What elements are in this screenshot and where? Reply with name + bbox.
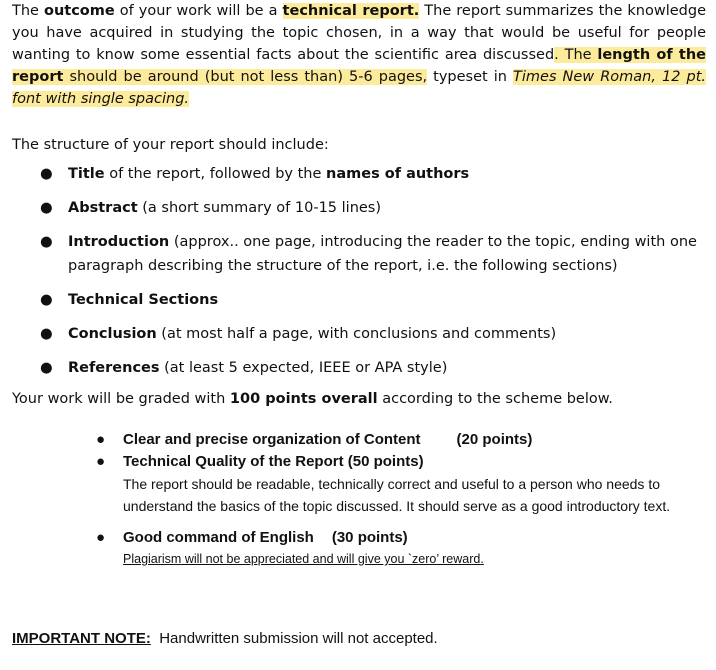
scheme-item-technical xyxy=(12,451,706,517)
scheme-item-content xyxy=(12,429,706,451)
bullet-icon: ● xyxy=(96,529,106,546)
font-spec-highlight: Times New Roman, 12 pt. font with single spacing. xyxy=(12,69,706,107)
bullet-icon: ● xyxy=(40,200,53,216)
assignment-document xyxy=(12,0,706,569)
total-points: 100 points overall xyxy=(229,391,378,407)
important-note xyxy=(12,628,438,650)
list-item: ● Title of the report, followed by the names of authors xyxy=(12,162,706,186)
note-label: IMPORTANT NOTE: xyxy=(12,630,151,647)
scheme-points: (20 points) xyxy=(456,431,533,448)
scheme-label: Technical Quality of the Report (50 points) xyxy=(123,453,424,470)
scheme-label: Clear and precise organization of Content xyxy=(123,431,421,448)
list-item: ● Abstract (a short summary of 10-15 lines) xyxy=(12,196,706,220)
bullet-icon: ● xyxy=(96,453,106,470)
technical-report-highlight: technical report. xyxy=(282,3,420,19)
list-item: ● Introduction (approx.. one page, introducing the reader to the topic, ending with one paragraph describing the structure of the report, i.e. the following sections) xyxy=(12,230,706,278)
structure-heading: The structure of your report should include: xyxy=(12,137,329,153)
intro-text-1: The xyxy=(12,3,44,19)
bullet-icon: ● xyxy=(96,431,106,448)
bullet-icon: ● xyxy=(40,166,53,182)
technical-description: The report should be readable, technically correct and useful to a person who needs to understand the basics of the topic discussed. It should serve as a good introductory text. xyxy=(123,476,671,514)
note-text: Handwritten submission will not accepted. xyxy=(159,630,438,647)
intro-text-6: typeset in xyxy=(427,69,514,85)
intro-text-4: . The xyxy=(554,47,598,63)
scheme-label: Good command of English xyxy=(123,529,314,546)
bullet-icon: ● xyxy=(40,326,53,342)
grading-paragraph: Your work will be graded with 100 points overall according to the scheme below. xyxy=(12,391,613,407)
length-text: should be around (but not less than) 5-6 pages, xyxy=(63,69,428,85)
scheme-points: (30 points) xyxy=(331,529,408,546)
bullet-icon: ● xyxy=(40,292,53,308)
outcome-term: outcome xyxy=(44,3,115,19)
length-highlight: length of the report xyxy=(12,47,707,85)
bullet-icon: ● xyxy=(40,234,53,250)
bullet-icon: ● xyxy=(40,360,53,376)
intro-text-3: The report summarizes the knowledge you have acquired in studying the topic chosen, in a way that would be useful for people wanting to know some essential facts about the scientific area discussed xyxy=(12,3,707,63)
grading-scheme-list xyxy=(12,429,706,569)
list-item: ● References (at least 5 expected, IEEE or APA style) xyxy=(12,356,706,380)
intro-paragraph xyxy=(12,0,706,110)
scheme-item-english xyxy=(12,527,706,569)
list-item: ● Conclusion (at most half a page, with conclusions and comments) xyxy=(12,322,706,346)
list-item: ● Technical Sections xyxy=(12,288,706,312)
structure-list xyxy=(12,162,706,380)
intro-text-2: of your work will be a xyxy=(114,3,283,19)
plagiarism-warning: Plagiarism will not be appreciated and will give you `zero’ reward. xyxy=(123,552,484,566)
